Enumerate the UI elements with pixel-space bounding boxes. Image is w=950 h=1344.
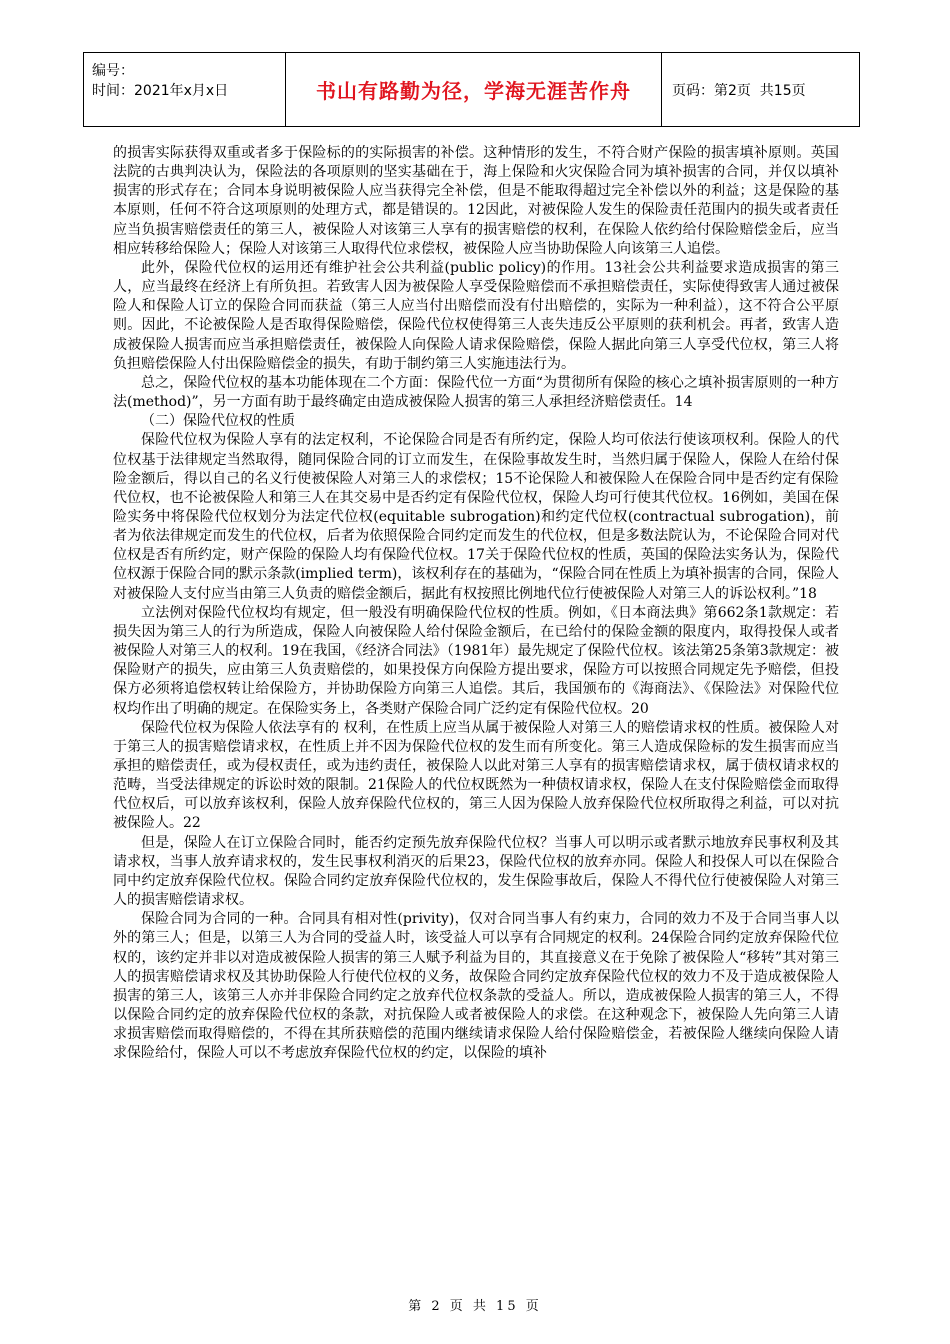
document-number-label: 编号： <box>92 63 134 79</box>
paragraph: 但是，保险人在订立保险合同时，能否约定预先放弃保险代位权？当事人可以明示或者默示地放弃民事权利及其请求权，当事人放弃请求权的，发生民事权利消灭的后果23，保险代位权的放弃亦同。保险人和投保人可以在保险合同中约定放弃保险代位权。保险合同约定放弃保险代位权的，发生保险事故后，保险人不得代位行使被保险人对第三人的损害赔偿请求权。 <box>113 834 839 909</box>
header-motto: 书山有路勤为径，学海无涯苦作舟 <box>286 53 662 126</box>
header-page-info: 页码：第2页 共15页 <box>672 82 806 99</box>
document-time-label: 时间：2021年x月x日 <box>92 83 229 99</box>
header-meta <box>84 53 286 126</box>
document-body <box>113 144 839 1064</box>
page-header <box>83 52 860 127</box>
section-heading: （二）保险代位权的性质 <box>141 413 295 430</box>
paragraph: 此外，保险代位权的运用还有维护社会公共利益(public policy)的作用。13社会公共利益要求造成损害的第三人，应当最终在经济上有所负担。若致害人因为被保险人享受保险赔偿而不承担赔偿责任，实际使得致害人通过被保险人和保险人订立的保险合同而获益（第三人应当付出赔偿而没有付出赔偿的，实际为一种利益），这不符合公平原则。因此，不论被保险人是否取得保险赔偿，保险代位权使得第三人丧失违反公平原则的获利机会。再者，致害人造成被保险人损害而应当承担赔偿责任，被保险人向保险人请求保险赔偿，保险人据此向第三人享受代位权，第三人将负担赔偿保险人付出保险赔偿金的损失，有助于制约第三人实施违法行为。 <box>113 259 839 372</box>
paragraph: 总之，保险代位权的基本功能体现在二个方面：保险代位一方面“为贯彻所有保险的核心之填补损害原则的一种方法(method)”，另一方面有助于最终确定由造成被保险人损害的第三人承担经济赔偿责任。14 <box>113 374 839 411</box>
paragraph: 保险代位权为保险人依法享有的 权利，在性质上应当从属于被保险人对第三人的赔偿请求权的性质。被保险人对于第三人的损害赔偿请求权，在性质上并不因为保险代位权的发生而有所变化。第三人造成保险标的发生损害而应当承担的赔偿责任，或为侵权责任，或为违约责任，被保险人以此对第三人享有的损害赔偿请求权，属于债权请求权的范畴，当受法律规定的诉讼时效的限制。21保险人的代位权既然为一种债权请求权，保险人在支付保险赔偿金而取得代位权后，可以放弃该权利，保险人放弃保险代位权的，第三人因为保险人放弃保险代位权所取得之利益，可以对抗被保险人。22 <box>113 719 839 832</box>
paragraph: 保险合同为合同的一种。合同具有相对性(privity)，仅对合同当事人有约束力，合同的效力不及于合同当事人以外的第三人；但是，以第三人为合同的受益人时，该受益人可以享有合同规定的权利。24保险合同约定放弃保险代位权的，该约定并非以对造成被保险人损害的第三人赋予利益为目的，其直接意义在于免除了被保险人“移转”其对第三人的损害赔偿请求权及其协助保险人行使代位权的义务，故保险合同约定放弃保险代位权的效力不及于造成被保险人损害的第三人，该第三人亦并非保险合同约定之放弃代位权条款的受益人。所以，造成被保险人损害的第三人，不得以保险合同约定的放弃保险代位权的条款，对抗保险人或者被保险人的求偿。在这种观念下，被保险人先向第三人请求损害赔偿而取得赔偿的，不得在其所获赔偿的范围内继续请求保险人给付保险赔偿金，若被保险人继续向保险人请求保险给付，保险人可以不考虑放弃保险代位权的约定，以保险的填补 <box>113 911 839 1062</box>
paragraph: 保险代位权为保险人享有的法定权利，不论保险合同是否有所约定，保险人均可依法行使该项权利。保险人的代位权基于法律规定当然取得，随同保险合同的订立而发生，在保险事故发生时，当然归属于保险人，保险人在给付保险金额后，得以自己的名义行使被保险人对第三人的求偿权；15不论保险人和被保险人在保险合同中是否约定有保险代位权，也不论被保险人和第三人在其交易中是否约定有保险代位权，保险人均可行使其代位权。16例如，美国在保险实务中将保险代位权划分为法定代位权(equitable subrogation)和约定代位权(contractual subrogation)，前者为依法律规定而发生的代位权，后者为依照保险合同约定而发生的代位权，但是多数法院认为，不论保险合同对代位权是否有所约定，财产保险的保险人均有保险代位权。17关于保险代位权的性质，英国的保险法实务认为，保险代位权源于保险合同的默示条款(implied term)，该权利存在的基础为，“保险合同在性质上为填补损害的合同，保险人对被保险人支付应当由第三人负责的赔偿金额后，据此有权按照比例地代位行使被保险人对第三人的诉讼权利。”18 <box>113 432 839 602</box>
paragraph: 的损害实际获得双重或者多于保险标的的实际损害的补偿。这种情形的发生，不符合财产保险的损害填补原则。英国法院的古典判决认为，保险法的各项原则的坚实基础在于，海上保险和火灾保险合同为填补损害的合同，并仅以填补损害的形式存在；合同本身说明被保险人应当获得完全补偿，但是不能取得超过完全补偿以外的利益；这是保险的基本原则，任何不符合这项原则的处理方式，都是错误的。12因此，对被保险人发生的保险责任范围内的损失或者责任应当负损害赔偿责任的第三人，被保险人对该第三人享有的损害赔偿的权利，在保险人依约给付保险赔偿金后，应当相应转移给保险人；保险人对该第三人取得代位求偿权，被保险人应当协助保险人向该第三人追偿。 <box>113 145 839 257</box>
paragraph: 立法例对保险代位权均有规定，但一般没有明确保险代位权的性质。例如，《日本商法典》第662条1款规定：若损失因为第三人的行为所造成，保险人向被保险人给付保险金额后，在已给付的保险金额的限度内，取得投保人或者被保险人对第三人的权利。19在我国，《经济合同法》（1981年）最先规定了保险代位权。该法第25条第3款规定：被保险财产的损失，应由第三人负责赔偿的，如果投保方向保险方提出要求，保险方可以按照合同规定先予赔偿，但投保方必须将追偿权转让给保险方，并协助保险方向第三人追偿。其后，我国颁布的《海商法》、《保险法》对保险代位权均作出了明确的规定。在保险实务上，各类财产保险合同广泛约定有保险代位权。20 <box>113 604 839 717</box>
page-footer: 第 2 页 共 15 页 <box>408 1299 542 1314</box>
